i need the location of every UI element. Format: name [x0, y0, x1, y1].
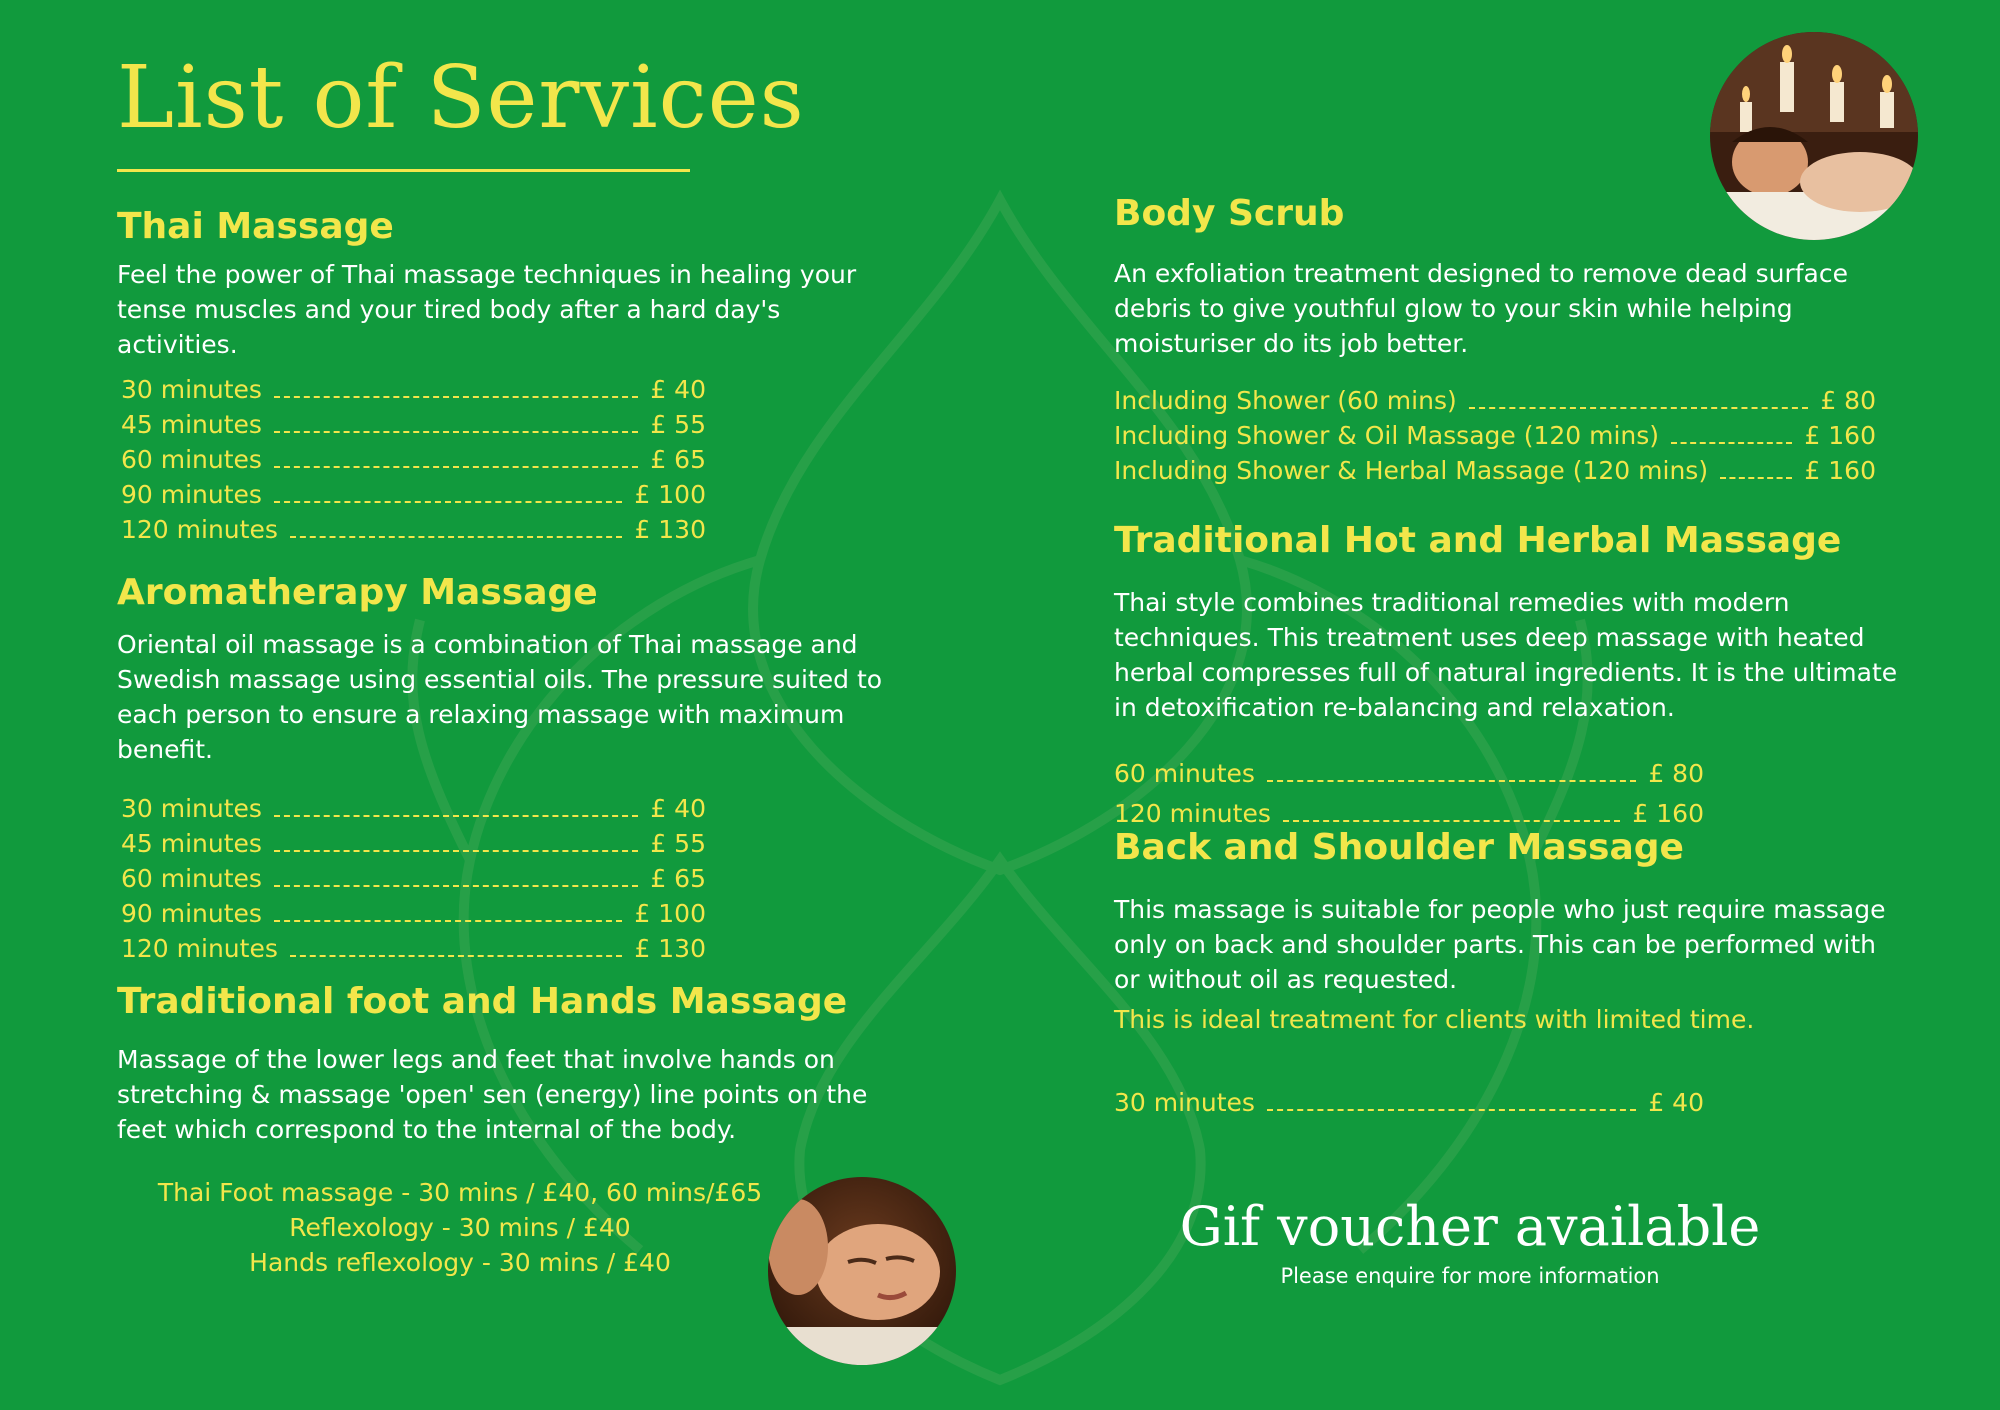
- duration: 120 minutes: [1114, 799, 1271, 828]
- duration: 120 minutes: [121, 515, 278, 544]
- dotted-leader: [274, 815, 638, 817]
- price: £ 130: [634, 515, 706, 544]
- price: £ 100: [634, 480, 706, 509]
- dotted-leader: [1267, 780, 1636, 782]
- dotted-leader: [274, 850, 638, 852]
- duration: 45 minutes: [121, 410, 262, 439]
- price: £ 40: [1648, 1088, 1704, 1117]
- duration: Including Shower & Herbal Massage (120 mins): [1114, 456, 1709, 485]
- price-row: [121, 439, 706, 474]
- aromatherapy-description: Oriental oil massage is a combination of Thai massage and Swedish massage using essential oils. The pressure suited to each person to ensure a relaxing massage with maximum benefit.: [117, 630, 883, 764]
- price: £ 160: [1804, 421, 1876, 450]
- price-row: [1114, 788, 1704, 828]
- dotted-leader: [1671, 442, 1792, 444]
- title-underline: [117, 169, 690, 172]
- list-item: Reflexology - 30 mins / £40: [289, 1213, 631, 1242]
- price: £ 160: [1804, 456, 1876, 485]
- price-row: [1114, 748, 1704, 788]
- price-row: [1114, 450, 1876, 485]
- thai-massage-section: [117, 206, 897, 362]
- duration: 30 minutes: [121, 794, 262, 823]
- price-row: [121, 404, 706, 439]
- price: £ 130: [634, 934, 706, 963]
- duration: 90 minutes: [121, 899, 262, 928]
- aromatherapy-price-list: [121, 788, 706, 963]
- price: £ 80: [1820, 386, 1876, 415]
- dotted-leader: [274, 501, 622, 503]
- thai-massage-heading: Thai Massage: [117, 206, 394, 247]
- price: £ 80: [1648, 759, 1704, 788]
- aromatherapy-heading: Aromatherapy Massage: [117, 572, 598, 613]
- thai-massage-price-list: [121, 369, 706, 544]
- price-row: [121, 509, 706, 544]
- price: £ 55: [650, 829, 706, 858]
- duration: 60 minutes: [1114, 759, 1255, 788]
- dotted-leader: [1267, 1109, 1636, 1111]
- voucher-block: [1150, 1195, 1790, 1288]
- price: £ 40: [650, 794, 706, 823]
- thai-massage-description: Feel the power of Thai massage techniques in healing your tense muscles and your tired body after a hard day's activities.: [117, 260, 857, 359]
- dotted-leader: [1469, 407, 1809, 409]
- duration: 45 minutes: [121, 829, 262, 858]
- hot-herbal-heading: Traditional Hot and Herbal Massage: [1114, 520, 1842, 561]
- dotted-leader: [290, 536, 623, 538]
- voucher-subtitle: Please enquire for more information: [1280, 1264, 1660, 1288]
- duration: Including Shower (60 mins): [1114, 386, 1457, 415]
- dotted-leader: [274, 920, 622, 922]
- price-row: [121, 858, 706, 893]
- page-title: List of Services: [117, 48, 805, 148]
- price: £ 160: [1632, 799, 1704, 828]
- body-scrub-price-list: [1114, 380, 1876, 485]
- price-row: [1114, 1082, 1704, 1117]
- list-item: Thai Foot massage - 30 mins / £40, 60 mins/£65: [157, 1178, 763, 1207]
- face-massage-photo: [768, 1177, 956, 1365]
- back-shoulder-section: [1114, 827, 1904, 1034]
- duration: 90 minutes: [121, 480, 262, 509]
- aromatherapy-section: [117, 572, 907, 767]
- price-row: [121, 788, 706, 823]
- price-row: [121, 893, 706, 928]
- hot-herbal-section: [1114, 520, 1904, 725]
- dotted-leader: [274, 885, 638, 887]
- price-row: [121, 369, 706, 404]
- price: £ 65: [650, 445, 706, 474]
- duration: 60 minutes: [121, 864, 262, 893]
- price: £ 55: [650, 410, 706, 439]
- back-shoulder-price-list: [1114, 1082, 1704, 1117]
- dotted-leader: [274, 466, 638, 468]
- price-row: [121, 823, 706, 858]
- price-row: [1114, 380, 1876, 415]
- duration: Including Shower & Oil Massage (120 mins): [1114, 421, 1660, 450]
- dotted-leader: [1720, 477, 1792, 479]
- price: £ 100: [634, 899, 706, 928]
- price-row: [121, 928, 706, 963]
- foot-hands-heading: Traditional foot and Hands Massage: [117, 981, 848, 1022]
- dotted-leader: [274, 431, 638, 433]
- price-row: [1114, 415, 1876, 450]
- dotted-leader: [274, 396, 638, 398]
- price: £ 40: [650, 375, 706, 404]
- price-row: [121, 474, 706, 509]
- back-shoulder-heading: Back and Shoulder Massage: [1114, 827, 1684, 868]
- duration: 30 minutes: [1114, 1088, 1255, 1117]
- dotted-leader: [290, 955, 623, 957]
- price: £ 65: [650, 864, 706, 893]
- back-shoulder-note: This is ideal treatment for clients with limited time.: [1114, 1005, 1755, 1034]
- body-scrub-section: [1114, 193, 1894, 361]
- hot-herbal-description: Thai style combines traditional remedies with modern techniques. This treatment uses deep massage with heated herbal compresses full of natural ingredients. It is the ultimate in detoxification re-balancing and relaxation.: [1114, 588, 1898, 722]
- duration: 30 minutes: [121, 375, 262, 404]
- list-item: Hands reflexology - 30 mins / £40: [249, 1248, 671, 1277]
- duration: 60 minutes: [121, 445, 262, 474]
- hot-herbal-price-list: [1114, 748, 1704, 828]
- dotted-leader: [1283, 820, 1621, 822]
- foot-hands-items: [100, 1175, 820, 1280]
- back-shoulder-description: This massage is suitable for people who just require massage only on back and shoulder parts. This can be performed with or without oil as requested.: [1114, 895, 1886, 994]
- foot-hands-description: Massage of the lower legs and feet that involve hands on stretching & massage 'open' sen (energy) line points on the feet which correspond to the internal of the body.: [117, 1045, 868, 1144]
- foot-hands-section: [117, 981, 917, 1147]
- body-scrub-description: An exfoliation treatment designed to remove dead surface debris to give youthful glow to your skin while helping moisturiser do its job better.: [1114, 259, 1848, 358]
- body-scrub-heading: Body Scrub: [1114, 193, 1345, 234]
- duration: 120 minutes: [121, 934, 278, 963]
- voucher-title: Gif voucher available: [1179, 1195, 1761, 1258]
